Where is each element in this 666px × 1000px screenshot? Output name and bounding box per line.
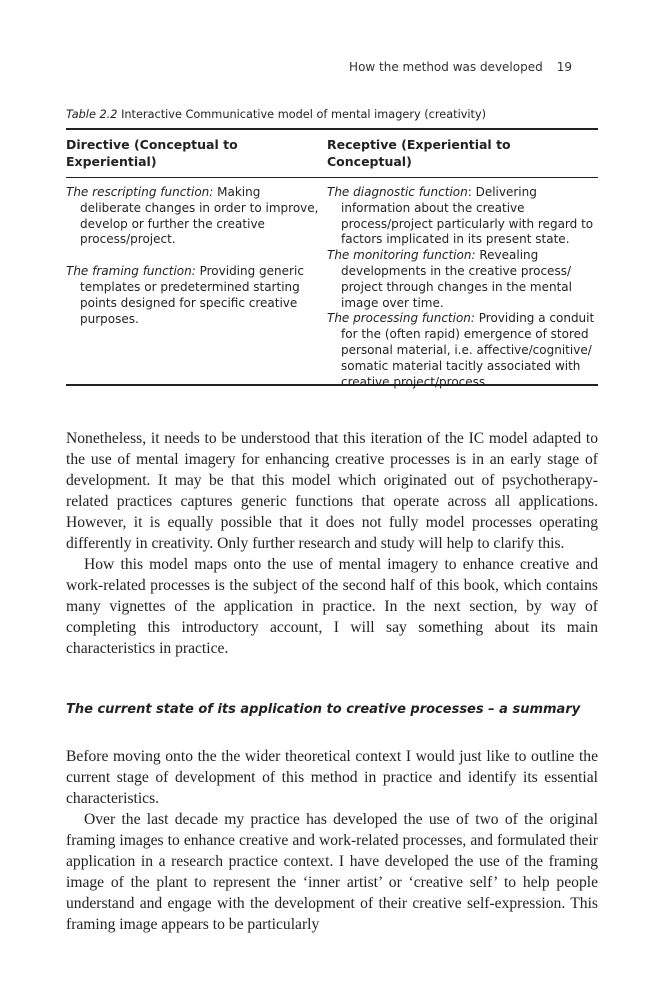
table-entry (327, 248, 599, 311)
body-paragraph: Over the last decade my practice has developed the use of two of the original framing images to enhance creative and work-related processes, and formulated their application in a research practice context. I have developed the use of the framing image of the plant to represent the ‘inner artist’ or ‘creative self’ to help people understand and engage with the development of their creative self-expression. This framing image appears to be particularly (66, 811, 598, 933)
table-left-header: Directive (Conceptual to Experiential) (66, 137, 238, 169)
function-text: Making deliberate changes in order to improve, develop or further the creative process/project. (80, 185, 319, 247)
table-caption-text: Interactive Communicative model of mental imagery (creativity) (121, 108, 487, 121)
table-header-rule (66, 177, 598, 178)
function-name: The processing function: (327, 311, 475, 326)
table-right-header: Receptive (Experiential to Conceptual) (327, 137, 511, 169)
table-left-cell (66, 185, 321, 327)
table-entry (66, 185, 321, 248)
function-name: The framing function: (66, 264, 196, 279)
function-text: Providing generic templates or predetermined starting points designed for specific creative purposes. (80, 264, 304, 326)
function-name: The diagnostic function (327, 185, 468, 199)
table-top-rule (66, 128, 598, 130)
function-text: Revealing developments in the creative process/ project through changes in the mental image over time. (341, 248, 572, 310)
running-head-title: How the method was developed (349, 60, 543, 74)
function-name: The rescripting function: (66, 185, 214, 199)
table-entry (66, 264, 321, 327)
table-entry (327, 311, 599, 390)
table-right-cell (327, 185, 599, 390)
function-text: : Delivering information about the creative process/project particularly with regard to factors implicated in its present state. (341, 185, 594, 247)
table-entry (327, 185, 599, 248)
body-text-block-1 (66, 428, 598, 659)
body-text-block-2 (66, 746, 598, 935)
table-caption (66, 108, 486, 121)
section-heading: The current state of its application to creative processes – a summary (66, 702, 581, 717)
body-paragraph: Before moving onto the the wider theoretical context I would just like to outline the current stage of development of this method in practice and identify its essential characteristics. (66, 748, 598, 807)
function-text: Providing a conduit for the (often rapid) emergence of stored personal material, i.e. affective/cognitive/ somatic material tacitly associated with creative project/process. (341, 311, 595, 389)
function-name: The monitoring function: (327, 248, 476, 263)
body-paragraph: Nonetheless, it needs to be understood that this iteration of the IC model adapted to the use of mental imagery for enhancing creative processes is in an early stage of development. It may be that this model which originated out of psychotherapy-related practices captures generic functions that operate across all applications. However, it is equally possible that it does not fully model processes operating differently in creativity. Only further research and study will help to clarify this. (66, 430, 598, 552)
page-number: 19 (556, 60, 572, 74)
body-paragraph: How this model maps onto the use of mental imagery to enhance creative and work-related processes is the subject of the second half of this book, which contains many vignettes of the application in practice. In the next section, by way of completing this introductory account, I will say something about its main characteristics in practice. (66, 556, 598, 657)
running-head (349, 60, 572, 74)
table-caption-label: Table 2.2 (66, 108, 118, 121)
